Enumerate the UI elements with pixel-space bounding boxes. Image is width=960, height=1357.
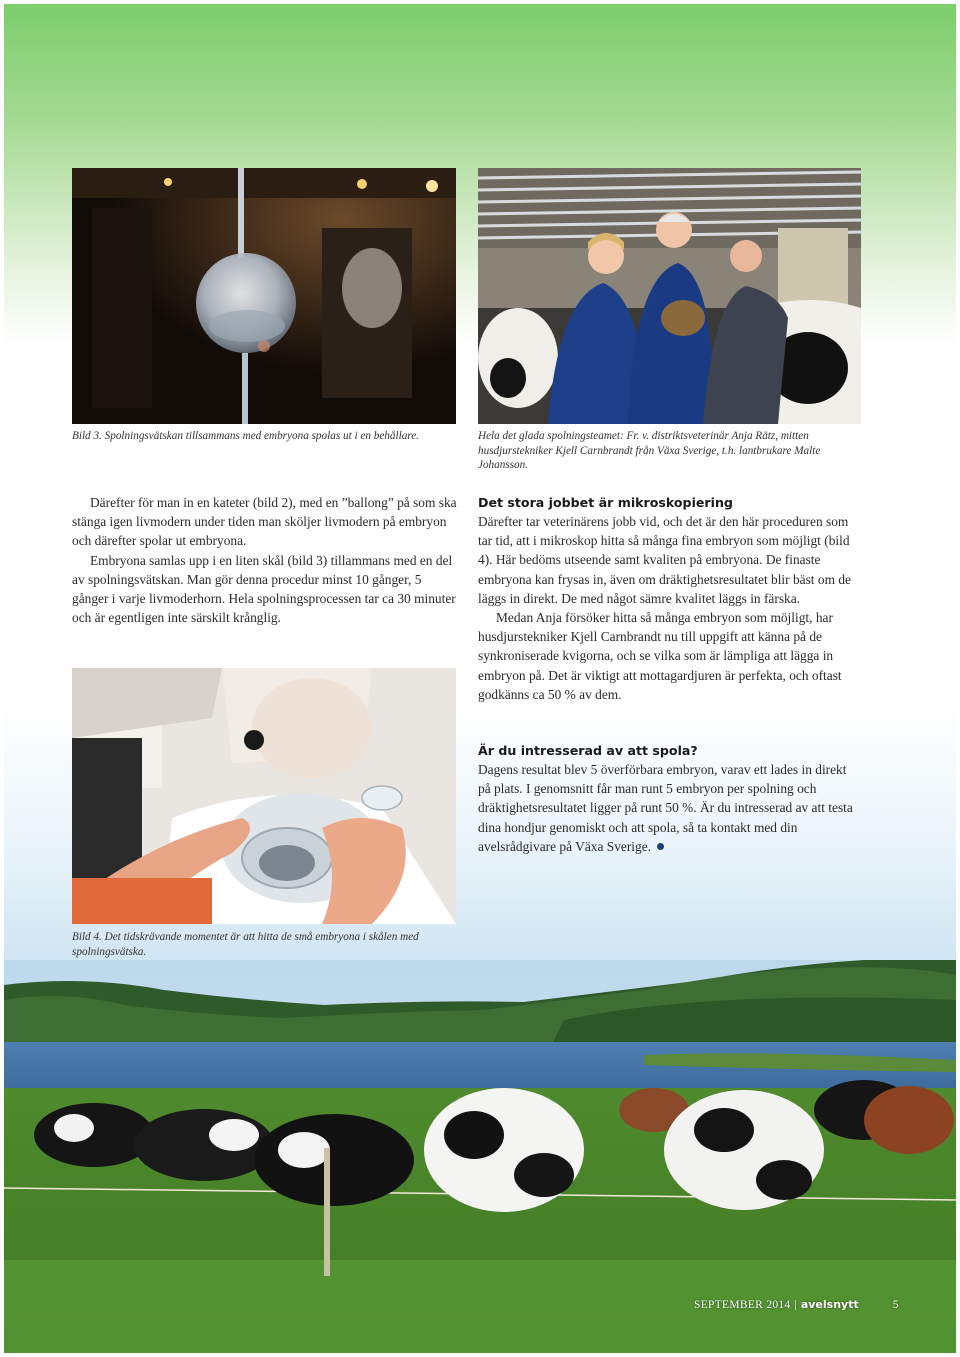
left-column-text [72, 493, 458, 627]
right-column-section-1 [478, 493, 862, 704]
footer-page-number: 5 [892, 1299, 899, 1311]
footer-separator: | [794, 1299, 797, 1311]
left-paragraph-1: Därefter för man in en kateter (bild 2), med en ”ballong” på som ska stänga igen livmodern under tiden man sköljer livmodern på embryon och därefter spolar ut embryona. [72, 495, 457, 549]
right-paragraph-1: Därefter tar veterinärens jobb vid, och det är den här proceduren som tar tid, att i mikroskop hitta så många fina embryon som möjligt (bild 4). Här bedöms utseende samt kvaliten på embryona. De finaste embryona kan frysas in, även om dräktighetsresultatet blir bäst om de läggs in direkt. De med något sämre kvalitet läggs in färska. [478, 514, 851, 606]
photo-microscope [72, 668, 456, 924]
right-paragraph-2: Medan Anja försöker hitta så många embryon som möjligt, har husdjurstekniker Kjell Carnbrandt nu till uppgift att känna på de synkroniserade kvigorna, och se vilka som är lämpliga att lägga in embryon på. Det är viktigt att mottagardjuren är perfekta, och oftast godkänns ca 50 % av dem. [478, 610, 842, 702]
end-bullet-icon [657, 843, 664, 850]
footer-month: SEPTEMBER 2014 [694, 1299, 791, 1311]
left-paragraph-2: Embryona samlas upp i en liten skål (bild 3) tillammans med en del av spolningsvätskan. Man gör denna procedur minst 10 gånger, 5 gånger i varje livmoderhorn. Hela spolningsprocessen tar ca 30 minuter och är egentligen inte särskilt krånglig. [72, 552, 456, 626]
right-paragraph-3-text: Dagens resultat blev 5 överförbara embryon, varav ett lades in direkt på plats. I genomsnitt får man runt 5 embryon per spolning och dräktighetsresultatet ligger på runt 50 %. Är du intresserad av att testa dina hondjur genomiskt och att spola, så ta kontakt med din avelsrådgivare på Växa Sverige. [478, 762, 853, 854]
footer-brand: avelsnytt [800, 1298, 859, 1311]
photo-team-barn [478, 168, 861, 424]
caption-bild3: Bild 3. Spolningsvätskan tillsammans med embryona spolas ut i en behållare. [72, 430, 419, 442]
heading-intresserad: Är du intresserad av att spola? [478, 743, 698, 758]
photo-cows-lake [4, 960, 956, 1353]
right-column-section-2 [478, 741, 862, 856]
caption-team: Hela det glada spolningsteamet: Fr. v. distriktsveterinär Anja Rätz, mitten husdjurstekniker Kjell Carnbrandt från Växa Sverige, t.h. lantbrukare Malte Johansson. [478, 430, 821, 471]
heading-mikroskopiering: Det stora jobbet är mikroskopiering [478, 495, 733, 510]
caption-bild4: Bild 4. Det tidskrävande momentet är att hitta de små embryona i skålen med spolningsvätska. [72, 931, 419, 958]
right-paragraph-3 [478, 760, 862, 856]
page-footer [694, 1297, 924, 1313]
photo-embryo-bulb [72, 168, 456, 424]
